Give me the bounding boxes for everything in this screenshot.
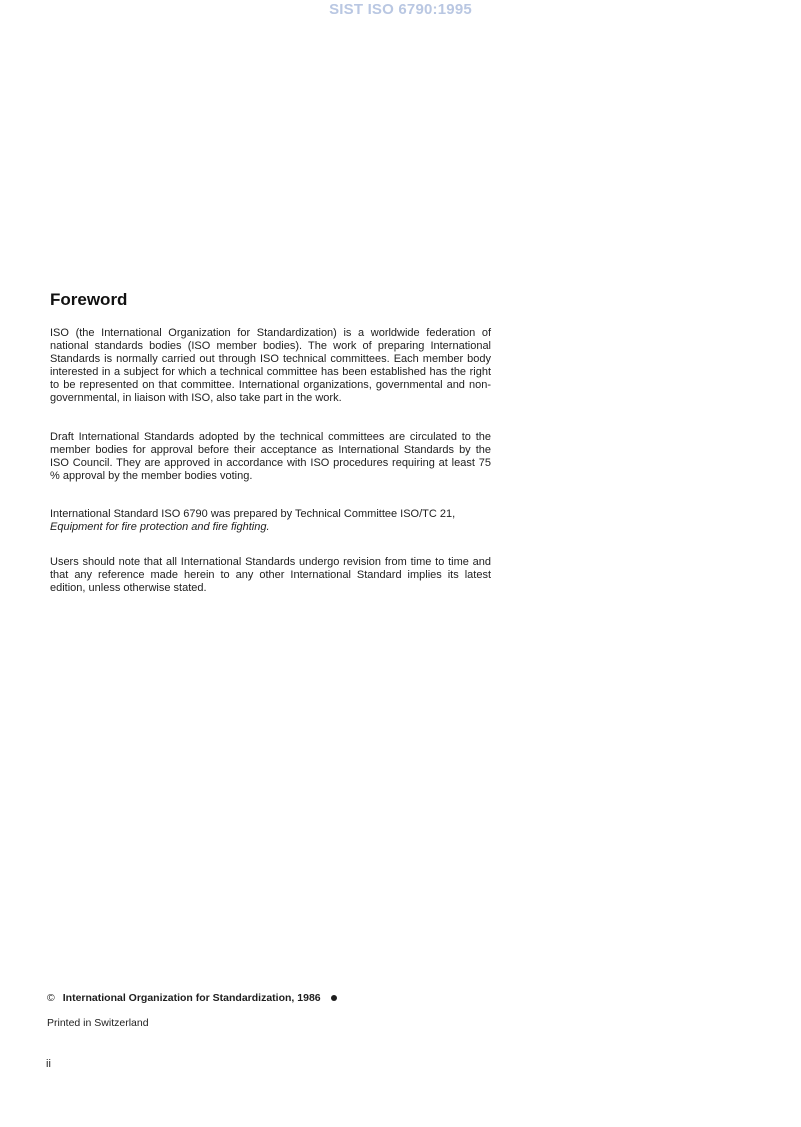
paragraph-draft-standards: Draft International Standards adopted by the technical committees are circulated to the member bodies for approval before their acceptance as International Standards by the ISO Council. They are approved in accordance with ISO procedures requiring at least 75 % approval by the member bodies voting.: [50, 431, 491, 482]
copyright-icon: ©: [47, 992, 55, 1004]
watermark: SIST ISO 6790:1995: [329, 1, 472, 18]
committee-title: Equipment for fire protection and fire fighting.: [50, 520, 270, 533]
copyright-line: [47, 992, 337, 1004]
bullet-dot-icon: [331, 995, 337, 1001]
paragraph-iso-overview: ISO (the International Organization for Standardization) is a worldwide federation of national standards bodies (ISO member bodies). The work of preparing International Standards is normally carried out through ISO technical committees. Each member body interested in a subject for which a technical committee has been established has the right to be represented on that committee. International organizations, governmental and non-governmental, in liaison with ISO, also take part in the work.: [50, 327, 491, 404]
printed-in: Printed in Switzerland: [47, 1017, 149, 1029]
prepared-by-text: International Standard ISO 6790 was prepared by Technical Committee ISO/TC 21,: [50, 508, 456, 520]
paragraph-prepared-by: [50, 508, 491, 534]
page-number: ii: [46, 1058, 51, 1070]
paragraph-revision-note: Users should note that all International Standards undergo revision from time to time and that any reference made herein to any other International Standard implies its latest edition, unless otherwise stated.: [50, 556, 491, 594]
copyright-text: International Organization for Standardization, 1986: [62, 992, 321, 1004]
page-title: Foreword: [50, 290, 128, 309]
